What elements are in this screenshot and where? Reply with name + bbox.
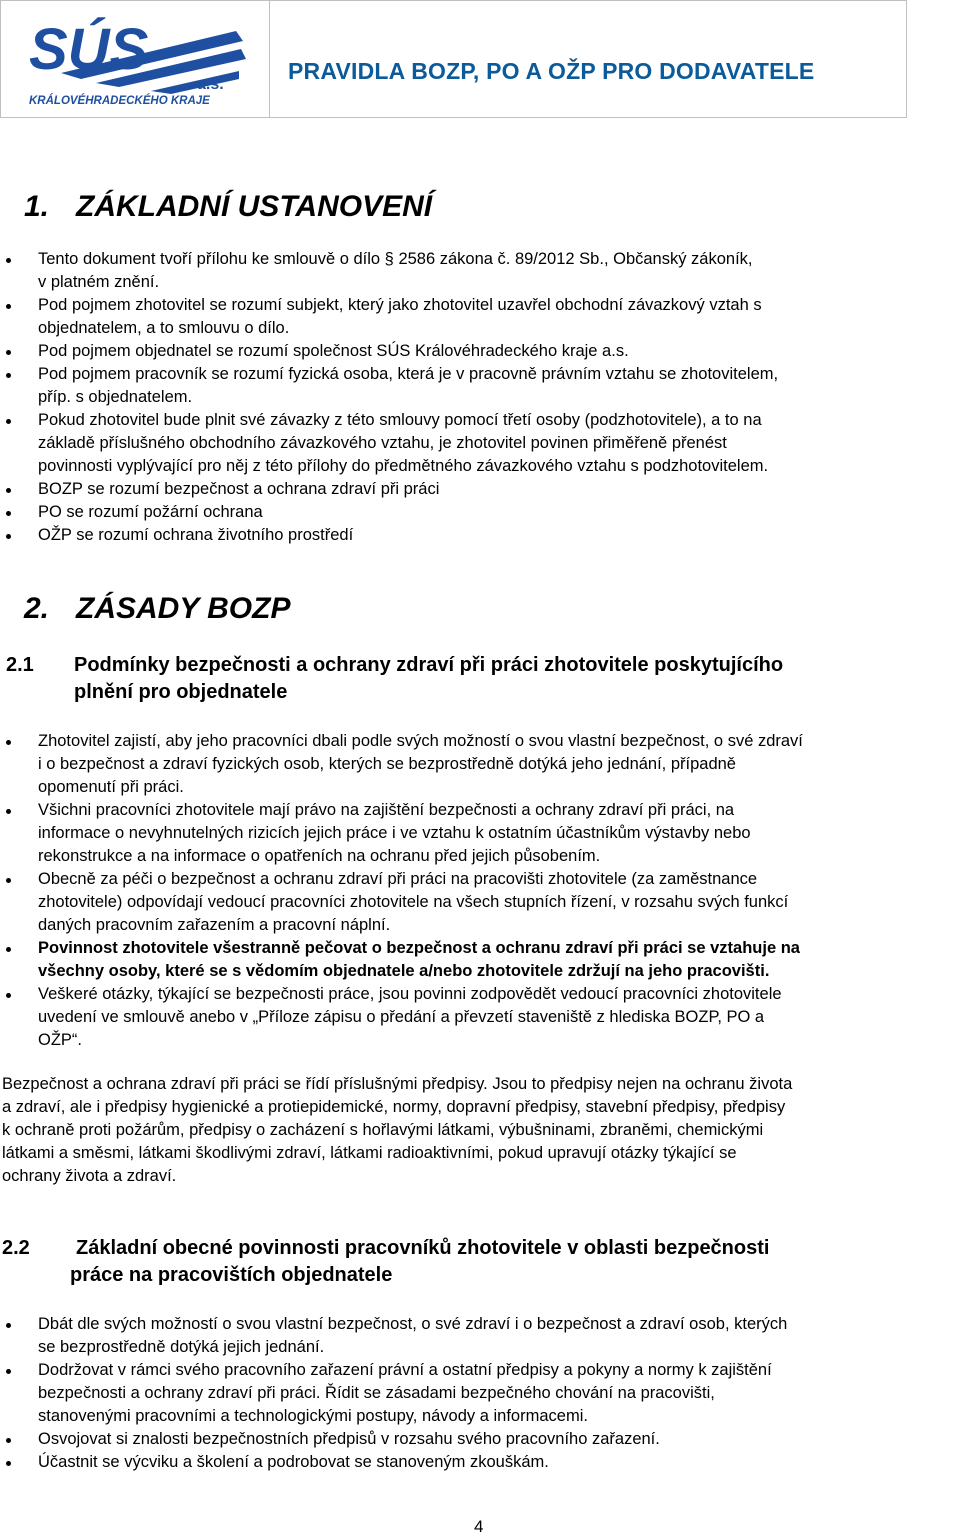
list-item: OŽP se rozumí ochrana životního prostředí bbox=[0, 524, 960, 547]
list-item: Veškeré otázky, týkající se bezpečnosti práce, jsou povinni zodpovědět vedoucí pracovníci zhotovitele uvedení ve smlouvě anebo v „Příloze zápisu o předání a převzetí staveniště z hlediska BOZP, PO a OŽP“. bbox=[0, 983, 960, 1052]
list-item: Pod pojmem pracovník se rozumí fyzická osoba, která je v pracovně právním vztahu se zhotovitelem, příp. s objednatelem. bbox=[0, 363, 960, 409]
list-item: Tento dokument tvoří přílohu ke smlouvě o dílo § 2586 zákona č. 89/2012 Sb., Občanský zákoník, v platném znění. bbox=[0, 248, 960, 294]
list-item: Zhotovitel zajistí, aby jeho pracovníci dbali podle svých možností o svou vlastní bezpečnost, o své zdraví i o bezpečnost a zdraví fyzických osob, kterých se bezprostředně dotýká jeho jednání, případně opomenutí při práci. bbox=[0, 730, 960, 799]
section2-heading bbox=[24, 592, 290, 626]
subsection-2-2-list bbox=[0, 1313, 960, 1474]
list-item: BOZP se rozumí bezpečnost a ochrana zdraví při práci bbox=[0, 478, 960, 501]
list-item: Pokud zhotovitel bude plnit své závazky z této smlouvy pomocí třetí osoby (podzhotovitele), a to na základě příslušného obchodního závazkového vztahu, je zhotovitel povinen přiměřeně přenést povinnosti vyplývající pro něj z této přílohy do předmětného závazkového vztahu s podzhotovitelem. bbox=[0, 409, 960, 478]
logo-sub: a.s. bbox=[197, 76, 224, 93]
sus-logo bbox=[1, 1, 271, 119]
section1-list bbox=[0, 248, 960, 547]
section1-title: ZÁKLADNÍ USTANOVENÍ bbox=[76, 190, 433, 223]
list-item: Povinnost zhotovitele všestranně pečovat o bezpečnost a ochranu zdraví při práci se vztahuje na všechny osoby, které se s vědomím objednatele a/nebo zhotovitele zdržují na jeho pracovišti. bbox=[0, 937, 960, 983]
list-item: Pod pojmem objednatel se rozumí společnost SÚS Královéhradeckého kraje a.s. bbox=[0, 340, 960, 363]
list-item: Účastnit se výcviku a školení a podrobovat se stanoveným zkouškám. bbox=[0, 1451, 960, 1474]
page-header bbox=[0, 0, 907, 118]
list-item: PO se rozumí požární ochrana bbox=[0, 501, 960, 524]
list-item: Pod pojmem zhotovitel se rozumí subjekt, který jako zhotovitel uzavřel obchodní závazkový vztah s objednatelem, a to smlouvu o dílo. bbox=[0, 294, 960, 340]
list-item: Dodržovat v rámci svého pracovního zařazení právní a ostatní předpisy a pokyny a normy k zajištění bezpečnosti a ochrany zdraví při práci. Řídit se zásadami bezpečného chování na pracovišti, stanovenými pracovními a technologickými postupy, návody a informacemi. bbox=[0, 1359, 960, 1428]
list-item: Osvojovat si znalosti bezpečnostních předpisů v rozsahu svého pracovního zařazení. bbox=[0, 1428, 960, 1451]
subsection-number: 2.2 bbox=[2, 1237, 30, 1259]
section2-title: ZÁSADY BOZP bbox=[76, 592, 291, 625]
logo-region: KRÁLOVÉHRADECKÉHO KRAJE bbox=[29, 95, 210, 107]
document-title: PRAVIDLA BOZP, PO A OŽP PRO DODAVATELE bbox=[288, 58, 815, 84]
list-item: Obecně za péči o bezpečnost a ochranu zdraví při práci na pracovišti zhotovitele (za zaměstnance zhotovitele) odpovídají vedoucí pracovníci zhotovitele na všech stupních řízení, v rozsahu svých funkcí daných pracovním zařazením a pracovní náplní. bbox=[0, 868, 960, 937]
section2-number: 2. bbox=[24, 592, 50, 625]
section1-heading bbox=[24, 190, 432, 224]
logo-cell bbox=[0, 0, 270, 118]
regulations-paragraph: Bezpečnost a ochrana zdraví při práci se řídí příslušnými předpisy. Jsou to předpisy nejen na ochranu života a zdraví, ale i předpisy hygienické a protiepidemické, normy, dopravní předpisy, stavební předpisy, předpisy k ochraně proti požárům, předpisy o zacházení s hořlavými látkami, výbušninami, zbraněmi, chemickými látkami a směsmi, látkami škodlivými zdraví, látkami radioaktivními, pokud upravují otázky týkající se ochrany života a zdraví. bbox=[2, 1075, 793, 1185]
page-number: 4 bbox=[474, 1517, 484, 1536]
title-cell bbox=[270, 0, 907, 118]
list-item: Dbát dle svých možností o svou vlastní bezpečnost, o své zdraví i o bezpečnost a zdraví osob, kterých se bezprostředně dotýká jejich jednání. bbox=[0, 1313, 960, 1359]
subsection-2-1-list bbox=[0, 730, 960, 1052]
subsection-2-1-heading: 2.1 Podmínky bezpečnosti a ochrany zdraví při práci zhotovitele poskytujícího plnění pro objednatele bbox=[6, 654, 784, 703]
subsection-2-2-heading: 2.2 Základní obecné povinnosti pracovníků zhotovitele v oblasti bezpečnosti práce na pracovištích objednatele bbox=[2, 1237, 770, 1286]
logo-text: SÚS bbox=[29, 17, 149, 82]
list-item: Všichni pracovníci zhotovitele mají právo na zajištění bezpečnosti a ochrany zdraví při práci, na informace o nevyhnutelných rizicích jejich práce i ve vztahu k ostatním účastníkům výstavby nebo rekonstrukce a na informace o opatřeních na ochranu před jejich působením. bbox=[0, 799, 960, 868]
section1-number: 1. bbox=[24, 190, 50, 223]
subsection-number: 2.1 bbox=[6, 654, 34, 676]
